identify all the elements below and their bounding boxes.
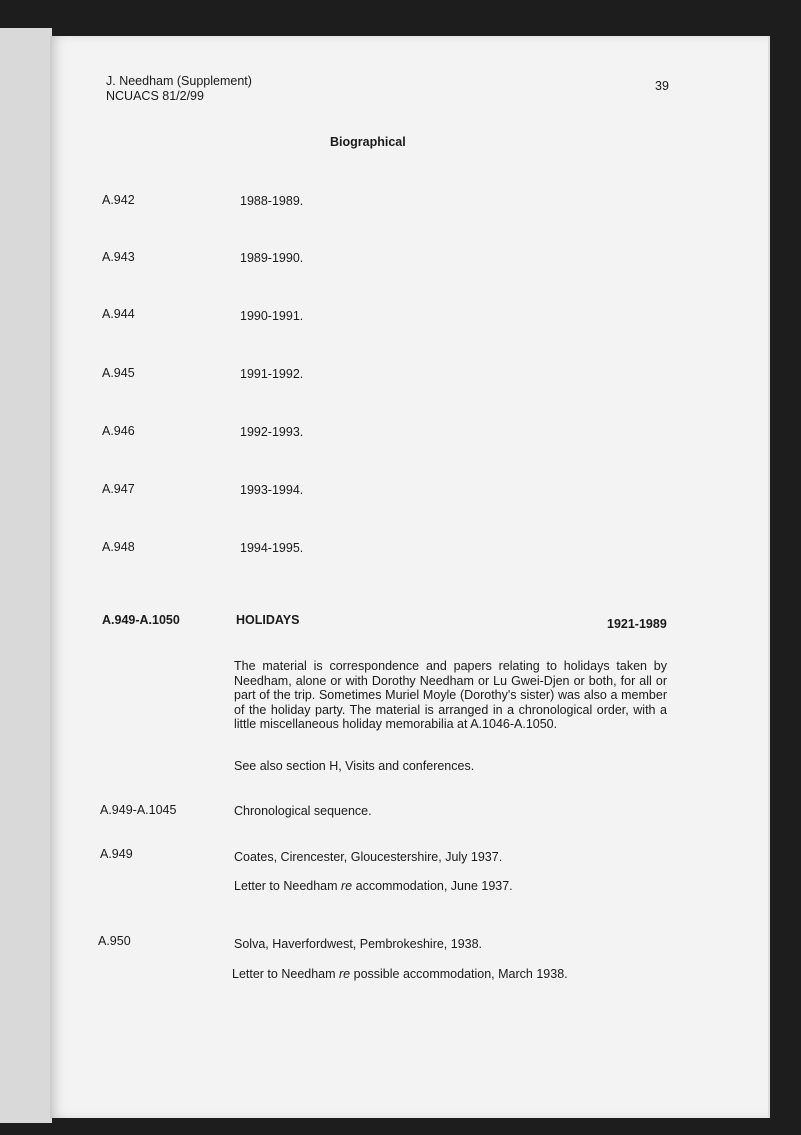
entry-text: 1993-1994.	[240, 483, 304, 497]
page-number: 39	[655, 79, 669, 93]
holidays-description	[234, 659, 667, 732]
holidays-ref: A.949-A.1050	[102, 613, 180, 627]
facing-page-edge	[0, 28, 52, 1123]
chronological-ref: A.949-A.1045	[100, 803, 177, 817]
entry-text: 1988-1989.	[240, 194, 304, 208]
description-text: The material is correspondence and papers relating to holidays taken by Needham, alone or with Dorothy Needham or Lu Gwei-Djen or both, for all or part of the trip. Sometimes Muriel Moyle (Dorothy's sister) was also a member of the holiday party. The material is arranged in a chronological order, with a little miscellaneous holiday memorabilia at A.1046-A.1050.	[234, 659, 667, 732]
entry-text: 1991-1992.	[240, 367, 304, 381]
entry-ref: A.942	[102, 193, 135, 207]
entry-ref: A.947	[102, 482, 135, 496]
item-title: Solva, Haverfordwest, Pembrokeshire, 1938.	[234, 937, 483, 951]
entry-text: 1994-1995.	[240, 541, 304, 555]
document-page	[50, 36, 768, 1118]
entry-text: 1990-1991.	[240, 309, 304, 323]
item-note: Letter to Needham re accommodation, June 1937.	[234, 879, 513, 893]
item-note: Letter to Needham re possible accommodation, March 1938.	[232, 967, 568, 981]
entry-ref: A.945	[102, 366, 135, 380]
chronological-text: Chronological sequence.	[234, 804, 372, 818]
holidays-dates: 1921-1989	[607, 617, 667, 631]
item-title: Coates, Cirencester, Gloucestershire, July 1937.	[234, 850, 503, 864]
section-title: Biographical	[330, 135, 406, 149]
holidays-heading: HOLIDAYS	[236, 613, 300, 627]
entry-ref: A.948	[102, 540, 135, 554]
entry-text: 1992-1993.	[240, 425, 304, 439]
item-ref: A.950	[98, 934, 131, 948]
entry-ref: A.946	[102, 424, 135, 438]
entry-text: 1989-1990.	[240, 251, 304, 265]
entry-ref: A.944	[102, 307, 135, 321]
header-catalogue-ref: NCUACS 81/2/99	[106, 89, 204, 103]
header-collection-title: J. Needham (Supplement)	[106, 74, 252, 88]
item-ref: A.949	[100, 847, 133, 861]
entry-ref: A.943	[102, 250, 135, 264]
see-also-note: See also section H, Visits and conferences.	[234, 759, 475, 773]
